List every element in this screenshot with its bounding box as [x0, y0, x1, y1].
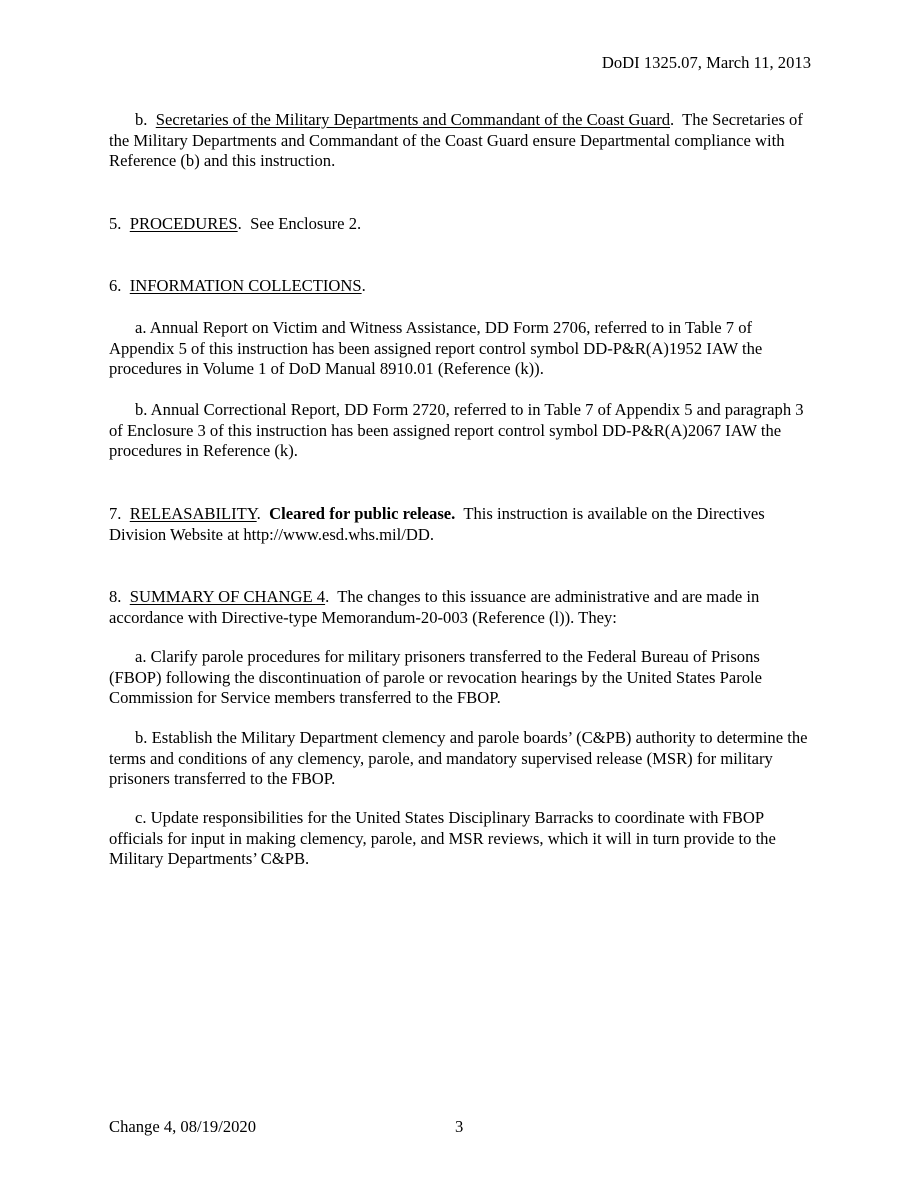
section-7-public-release: Cleared for public release. [269, 504, 456, 523]
section-7-body: This instruction is available on the Directives Division Website at http://www.esd.whs.mil/DD. [109, 504, 765, 544]
section-8c-paragraph: c. Update responsibilities for the United States Disciplinary Barracks to coordinate with FBOP officials for input in making clemency, parole, and MSR reviews, which it will in turn provide to the Military Departments’ C&PB. [109, 808, 776, 868]
section-4b-heading: Secretaries of the Military Departments and Commandant of the Coast Guard [155, 110, 671, 129]
document-reference-header: DoDI 1325.07, March 11, 2013 [601, 53, 811, 72]
section-5-heading: PROCEDURES [129, 214, 238, 233]
section-7-number: 7. [109, 504, 122, 523]
section-5-number: 5. [109, 214, 122, 233]
section-8b-paragraph: b. Establish the Military Department clemency and parole boards’ (C&PB) authority to determine the terms and conditions of any clemency, parole, and mandatory supervised release (MSR) for military prisoners transferred to the FBOP. [109, 728, 808, 788]
section-5-heading-period: . [237, 214, 242, 233]
section-8-paragraph [109, 587, 814, 628]
section-5-paragraph [109, 214, 814, 235]
section-8-number: 8. [109, 587, 122, 606]
section-8a-paragraph: a. Clarify parole procedures for military prisoners transferred to the Federal Bureau of Prisons (FBOP) following the discontinuation of parole or revocation hearings by the United States Parole Commission for Service members transferred to the FBOP. [109, 647, 763, 707]
section-8-heading: SUMMARY OF CHANGE 4 [129, 587, 326, 606]
section-6-number: 6. [109, 276, 122, 295]
section-4b-body: The Secretaries of the Military Departments and Commandant of the Coast Guard ensure Departmental compliance with Reference (b) and this instruction. [109, 110, 803, 170]
footer-page-number: 3 [455, 1117, 464, 1136]
section-4b-paragraph [109, 110, 814, 172]
section-4b-heading-period: . [670, 110, 675, 129]
section-5-body: See Enclosure 2. [250, 214, 362, 233]
section-4b-prefix: b. [135, 110, 148, 129]
section-6b-paragraph: b. Annual Correctional Report, DD Form 2720, referred to in Table 7 of Appendix 5 and paragraph 3 of Enclosure 3 of this instruction has been assigned report control symbol DD-P&R(A)2067 IAW the procedures in Reference (k). [109, 400, 804, 460]
section-7-paragraph [109, 504, 814, 545]
section-6-heading-period: . [361, 276, 366, 295]
section-8-body: The changes to this issuance are administrative and are made in accordance with Directive-type Memorandum-20-003 (Reference (l)). They: [109, 587, 760, 627]
section-6-heading: INFORMATION COLLECTIONS [129, 276, 362, 295]
section-6a-paragraph: a. Annual Report on Victim and Witness Assistance, DD Form 2706, referred to in Table 7 of Appendix 5 of this instruction has been assigned report control symbol DD-P&R(A)1952 IAW the procedures in Volume 1 of DoD Manual 8910.01 (Reference (k)). [109, 318, 763, 378]
section-6-heading-line [109, 276, 814, 297]
section-8-heading-period: . [325, 587, 330, 606]
footer-change-date: Change 4, 08/19/2020 [109, 1117, 257, 1136]
section-7-heading-period: . [256, 504, 261, 523]
section-7-heading: RELEASABILITY [129, 504, 257, 523]
